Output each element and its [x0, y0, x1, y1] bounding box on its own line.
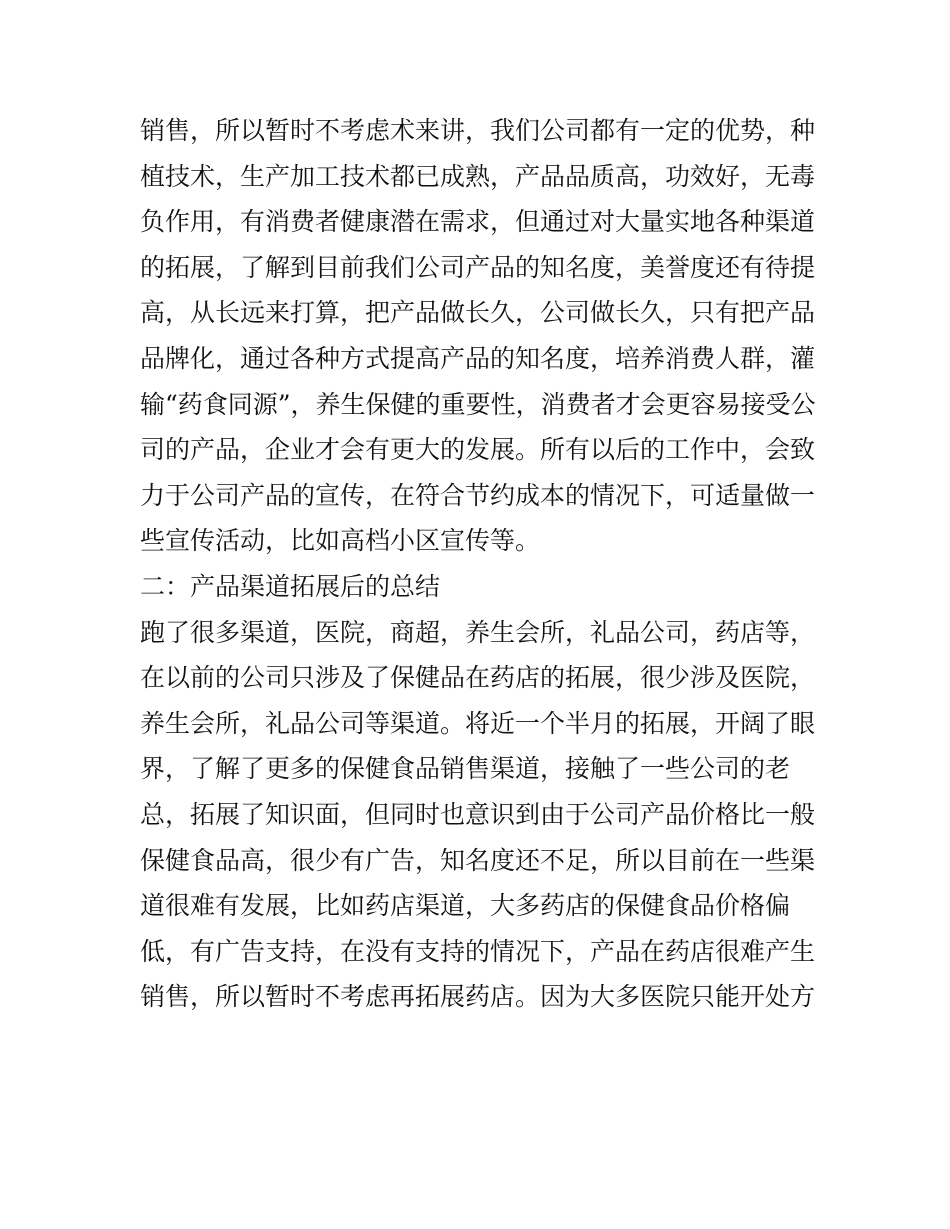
section-heading: 二：产品渠道拓展后的总结 [140, 571, 441, 601]
text-line: 力于公司产品的宣传，在符合节约成本的情况下，可适量做一 [140, 480, 816, 510]
text-line: 销售，所以暂时不考虑再拓展药店。因为大多医院只能开处方 [140, 982, 816, 1012]
text-line: 低，有广告支持，在没有支持的情况下，产品在药店很难产生 [140, 936, 816, 966]
body-text [140, 108, 820, 1020]
text-line: 高，从长远来打算，把产品做长久，公司做长久，只有把产品 [140, 298, 816, 328]
text-line: 养生会所，礼品公司等渠道。将近一个半月的拓展，开阔了眼 [140, 708, 816, 738]
text-line: 销售，所以暂时不考虑术来讲，我们公司都有一定的优势，种 [140, 116, 816, 145]
text-line: 司的产品，企业才会有更大的发展。所有以后的工作中，会致 [140, 435, 816, 465]
text-line: 在以前的公司只涉及了保健品在药店的拓展，很少涉及医院， [140, 663, 816, 693]
text-line: 些宣传活动，比如高档小区宣传等。 [140, 526, 541, 556]
text-line: 跑了很多渠道，医院，商超，养生会所，礼品公司，药店等， [140, 617, 816, 647]
text-line: 品牌化，通过各种方式提高产品的知名度，培养消费人群，灌 [140, 343, 816, 373]
text-line: 保健食品高，很少有广告，知名度还不足，所以目前在一些渠 [140, 845, 816, 875]
text-line: 界，了解了更多的保健食品销售渠道，接触了一些公司的老 [140, 754, 791, 784]
text-line: 负作用，有消费者健康潜在需求，但通过对大量实地各种渠道 [140, 207, 816, 237]
text-line: 植技术，生产加工技术都已成熟，产品品质高，功效好，无毒 [140, 161, 816, 191]
text-line: 道很难有发展，比如药店渠道，大多药店的保健食品价格偏 [140, 891, 791, 921]
text-line: 输“药食同源”，养生保健的重要性，消费者才会更容易接受公 [140, 389, 816, 419]
text-line: 总，拓展了知识面，但同时也意识到由于公司产品价格比一般 [140, 799, 816, 829]
text-line: 的拓展，了解到目前我们公司产品的知名度，美誉度还有待提 [140, 252, 816, 282]
